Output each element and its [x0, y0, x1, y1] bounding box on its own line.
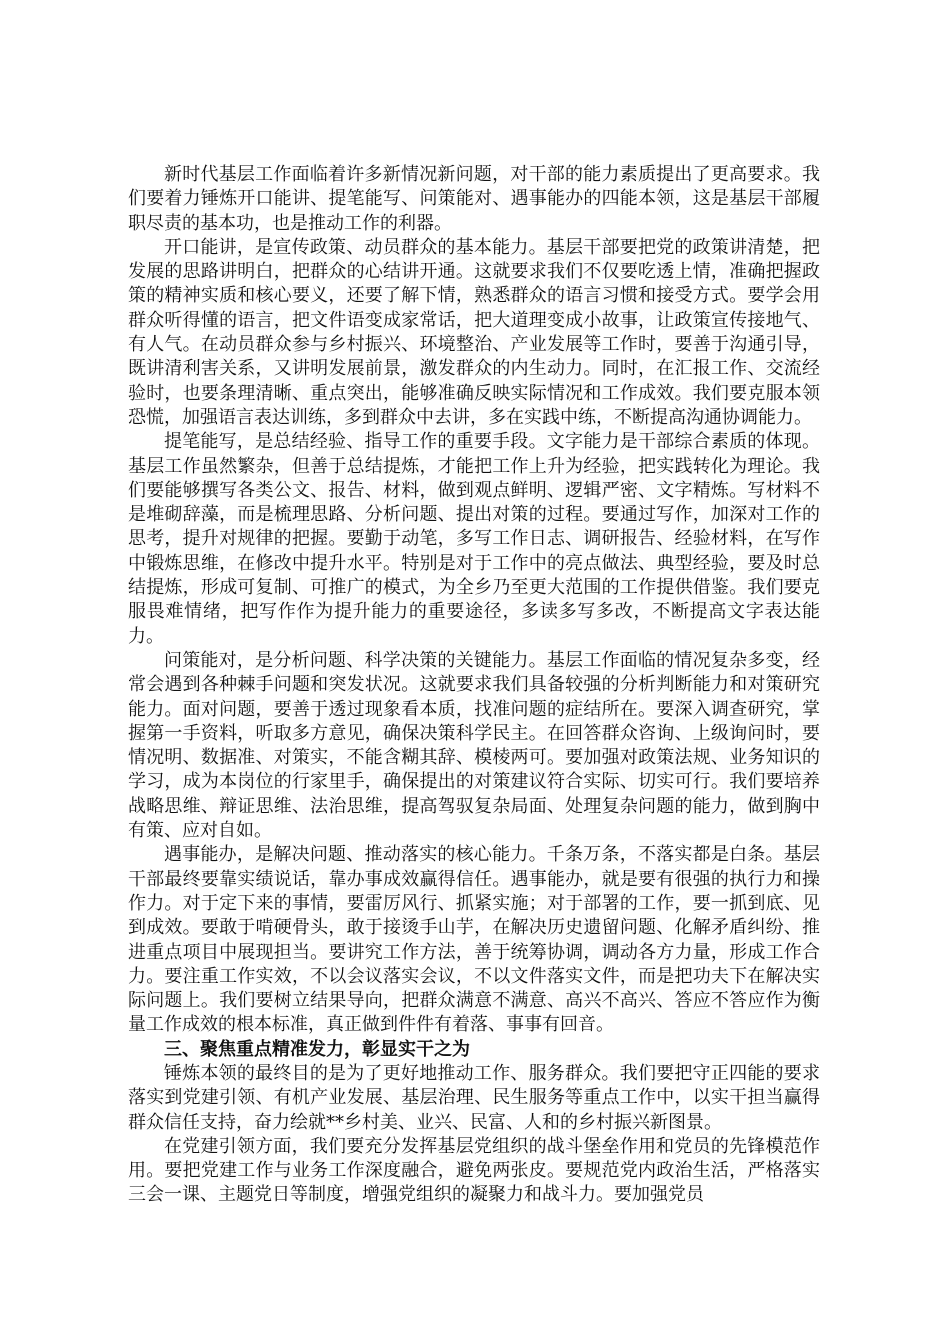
- paragraph-speaking: 开口能讲，是宣传政策、动员群众的基本能力。基层干部要把党的政策讲清楚，把发展的思路讲明白，把群众的心结讲开通。这就要求我们不仅要吃透上情，准确把握政策的精神实质和核心要义，还要了解下情，熟悉群众的语言习惯和接受方式。要学会用群众听得懂的语言，把文件语变成家常话，把大道理变成小故事，让政策宣传接地气、有人气。在动员群众参与乡村振兴、环境整治、产业发展等工作时，要善于沟通引导，既讲清利害关系，又讲明发展前景，激发群众的内生动力。同时，在汇报工作、交流经验时，也要条理清晰、重点突出，能够准确反映实际情况和工作成效。我们要克服本领恐慌，加强语言表达训练，多到群众中去讲，多在实践中练，不断提高沟通协调能力。: [128, 236, 820, 428]
- paragraph-goal: 锤炼本领的最终目的是为了更好地推动工作、服务群众。我们要把守正四能的要求落实到党建引领、有机产业发展、基层治理、民生服务等重点工作中，以实干担当赢得群众信任支持，奋力绘就**乡村美、业兴、民富、人和的乡村振兴新图景。: [128, 1062, 820, 1133]
- paragraph-intro: 新时代基层工作面临着许多新情况新问题，对干部的能力素质提出了更高要求。我们要着力锤炼开口能讲、提笔能写、问策能对、遇事能办的四能本领，这是基层干部履职尽责的基本功，也是推动工作的利器。: [128, 164, 820, 234]
- paragraph-action: 遇事能办，是解决问题、推动落实的核心能力。千条万条，不落实都是白条。基层干部最终要靠实绩说话，靠办事成效赢得信任。遇事能办，就是要有很强的执行力和操作力。对于定下来的事情，要雷厉风行、抓紧实施；对于部署的工作，要一抓到底、见到成效。要敢于啃硬骨头，敢于接烫手山芋，在解决历史遗留问题、化解矛盾纠纷、推进重点项目中展现担当。要讲究工作方法，善于统筹协调，调动各方力量，形成工作合力。要注重工作实效，不以会议落实会议，不以文件落实文件，而是把功夫下在解决实际问题上。我们要树立结果导向，把群众满意不满意、高兴不高兴、答应不答应作为衡量工作成效的根本标准，真正做到件件有着落、事事有回音。: [128, 844, 820, 1036]
- paragraph-writing: 提笔能写，是总结经验、指导工作的重要手段。文字能力是干部综合素质的体现。基层工作虽然繁杂，但善于总结提炼，才能把工作上升为经验，把实践转化为理论。我们要能够撰写各类公文、报告、材料，做到观点鲜明、逻辑严密、文字精炼。写材料不是堆砌辞藻，而是梳理思路、分析问题、提出对策的过程。要通过写作，加深对工作的思考，提升对规律的把握。要勤于动笔，多写工作日志、调研报告、经验材料，在写作中锻炼思维，在修改中提升水平。特别是对于工作中的亮点做法、典型经验，要及时总结提炼，形成可复制、可推广的模式，为全乡乃至更大范围的工作提供借鉴。我们要克服畏难情绪，把写作作为提升能力的重要途径，多读多写多改，不断提高文字表达能力。: [128, 431, 820, 647]
- paragraph-policy: 问策能对，是分析问题、科学决策的关键能力。基层工作面临的情况复杂多变，经常会遇到各种棘手问题和突发状况。这就要求我们具备较强的分析判断能力和对策研究能力。面对问题，要善于透过现象看本质，找准问题的症结所在。要深入调查研究，掌握第一手资料，听取多方意见，确保决策科学民主。在回答群众咨询、上级询问时，要情况明、数据准、对策实，不能含糊其辞、模棱两可。要加强对政策法规、业务知识的学习，成为本岗位的行家里手，确保提出的对策建议符合实际、切实可行。我们要培养战略思维、辩证思维、法治思维，提高驾驭复杂局面、处理复杂问题的能力，做到胸中有策、应对自如。: [128, 649, 820, 842]
- document-body: [128, 163, 820, 1208]
- section-heading: 三、聚焦重点精准发力，彰显实干之为: [164, 1038, 470, 1060]
- paragraph-party-building: 在党建引领方面，我们要充分发挥基层党组织的战斗堡垒作用和党员的先锋模范作用。要把党建工作与业务工作深度融合，避免两张皮。要规范党内政治生活，严格落实三会一课、主题党日等制度，增强党组织的凝聚力和战斗力。要加强党员: [128, 1135, 820, 1206]
